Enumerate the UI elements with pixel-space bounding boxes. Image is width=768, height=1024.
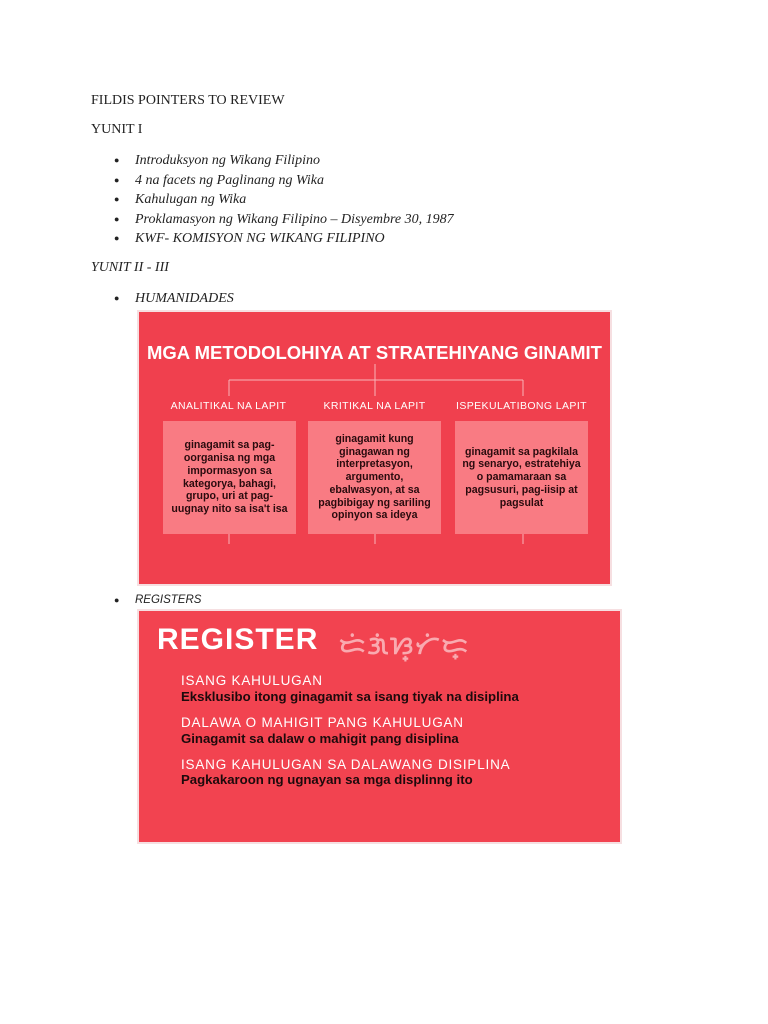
register-heading: ISANG KAHULUGAN [181,673,323,688]
box-text: ginagamit sa pag-oorganisa ng mga impormasyon sa kategorya, bahagi, grupo, uri at pag-uugnay nito sa isa't isa [171,439,288,516]
list-item: ● Proklamasyon ng Wikang Filipino – Disyembre 30, 1987 [91,210,454,230]
unit1-heading: YUNIT I [91,122,143,137]
list-item: ● 4 na facets ng Paglinang ng Wika [91,171,454,191]
slide-heading: MGA METODOLOHIYA AT STRATEHIYANG GINAMIT [147,342,602,363]
box-text: ginagamit kung ginagawan ng interpretasyon, argumento, ebalwasyon, at sa pagbibigay ng sariling opinyon sa ideya [318,432,431,522]
list-item: ● HUMANIDADES [91,289,234,309]
list-item: ● REGISTERS [91,591,201,611]
baybayin-script-text: ᜇᜒᜄᜒᜐ᜔ᜆᜒᜇ᜔ [339,631,470,660]
list-item: ● Kahulugan ng Wika [91,190,454,210]
column-title-analitikal: ANALITIKAL NA LAPIT [170,400,287,412]
unit2-heading: YUNIT II - III [91,260,169,275]
register-slide-image [139,611,620,842]
document-title: FILDIS POINTERS TO REVIEW [91,93,285,108]
column-box-analitikal [163,421,296,534]
register-title: REGISTER [157,623,319,656]
methods-slide-image [139,312,610,584]
unit2-list [91,289,234,309]
column-box-kritikal [308,421,441,534]
column-title-ispekulatibo: ISPEKULATIBONG LAPIT [456,400,587,412]
register-heading: DALAWA O MAHIGIT PANG KAHULUGAN [181,715,464,730]
box-text: ginagamit sa pagkilala ng senaryo, estratehiya o pamamaraan sa pagsusuri, pag-iisip at pagsulat [462,445,581,509]
column-title-kritikal: KRITIKAL NA LAPIT [323,400,426,412]
list-item: ● Introduksyon ng Wikang Filipino [91,151,454,171]
column-box-ispekulatibo [455,421,588,534]
register-description: Ginagamit sa dalaw o mahigit pang disiplina [181,731,459,746]
register-description: Eksklusibo itong ginagamit sa isang tiyak na disiplina [181,689,519,704]
list-item: ● KWF- KOMISYON NG WIKANG FILIPINO [91,229,454,249]
unit1-list [91,151,454,249]
register-heading: ISANG KAHULUGAN SA DALAWANG DISIPLINA [181,757,511,772]
register-description: Pagkakaroon ng ugnayan sa mga displinng ito [181,772,473,787]
unit2-list-continued [91,591,201,611]
